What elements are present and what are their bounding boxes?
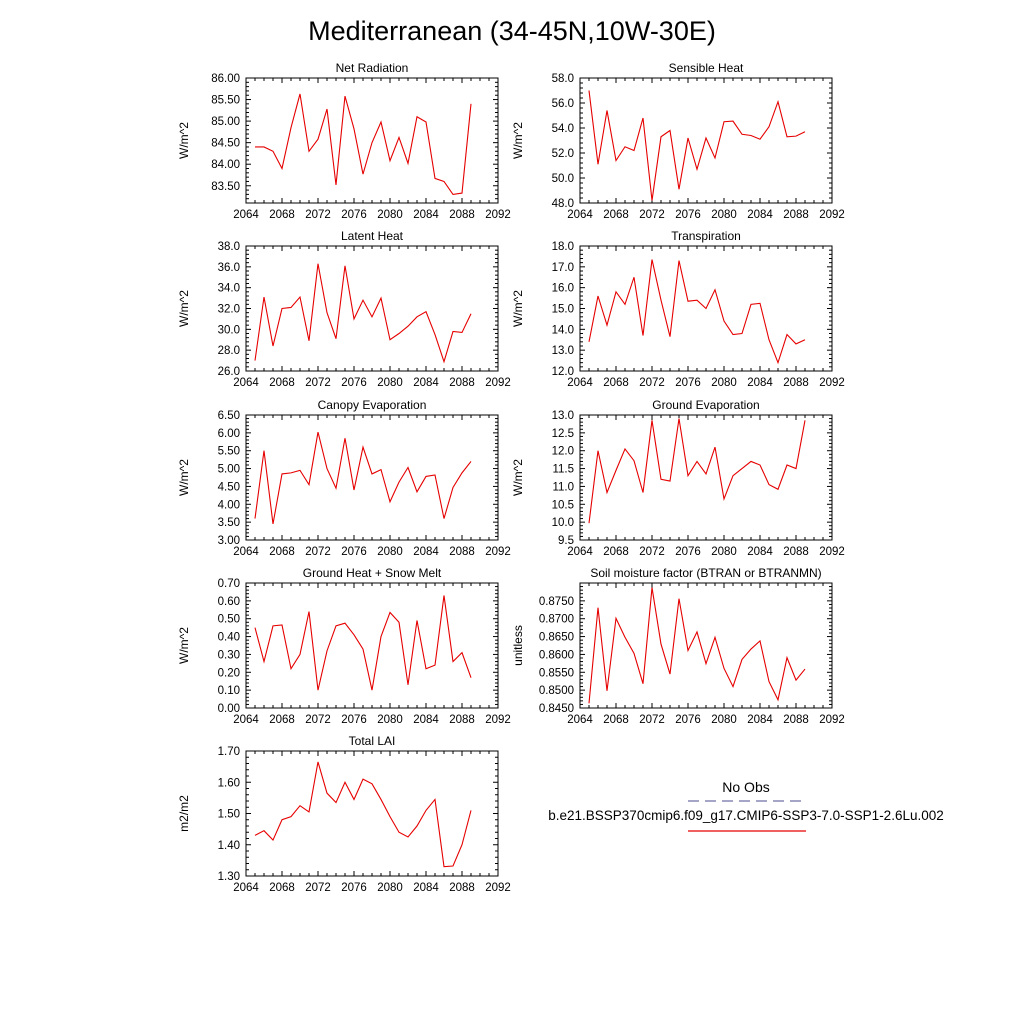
x-tick-label: 2088 <box>783 377 809 389</box>
y-tick-label: 0.8750 <box>538 595 574 608</box>
panel-title: Latent Heat <box>340 229 404 243</box>
panel-9 <box>177 734 511 894</box>
x-tick-label: 2064 <box>233 714 259 726</box>
y-tick-label: 0.8550 <box>538 667 574 680</box>
y-tick-label: 6.00 <box>217 427 240 440</box>
x-tick-label: 2092 <box>485 209 511 221</box>
plot-frame <box>246 415 498 540</box>
y-tick-label: 0.8650 <box>538 631 574 644</box>
series-line <box>589 91 805 201</box>
y-tick-label: 0.8500 <box>538 685 574 698</box>
y-tick-label: 11.5 <box>552 463 574 476</box>
panel-title: Transpiration <box>671 229 741 243</box>
panel-title: Ground Heat + Snow Melt <box>302 566 442 580</box>
legend <box>548 779 944 831</box>
panel-grid <box>177 61 845 894</box>
y-tick-label: 28.0 <box>217 345 240 358</box>
x-tick-label: 2080 <box>711 377 737 389</box>
series-line <box>589 588 805 704</box>
x-tick-label: 2068 <box>603 377 629 389</box>
panel-1 <box>177 61 511 221</box>
y-tick-label: 84.00 <box>211 159 240 172</box>
x-tick-label: 2068 <box>269 714 295 726</box>
x-tick-label: 2068 <box>603 546 629 558</box>
x-tick-label: 2076 <box>341 546 367 558</box>
y-tick-label: 1.50 <box>217 808 240 821</box>
panel-4 <box>511 229 845 389</box>
plot-frame <box>580 415 832 540</box>
panel-title: Net Radiation <box>335 61 409 75</box>
panel-title: Soil moisture factor (BTRAN or BTRANMN) <box>590 566 822 580</box>
x-tick-label: 2092 <box>819 377 845 389</box>
y-tick-label: 32.0 <box>217 303 240 316</box>
series-line <box>255 596 471 691</box>
y-axis-label: W/m^2 <box>177 459 191 496</box>
x-tick-label: 2080 <box>377 377 403 389</box>
y-tick-label: 52.0 <box>551 148 574 160</box>
x-tick-label: 2076 <box>341 209 367 221</box>
x-tick-label: 2072 <box>639 377 665 389</box>
y-tick-label: 13.0 <box>551 410 574 422</box>
x-tick-label: 2080 <box>377 209 403 221</box>
y-tick-label: 84.50 <box>211 137 240 150</box>
y-tick-label: 0.20 <box>217 667 240 680</box>
x-tick-label: 2080 <box>377 882 403 894</box>
y-tick-label: 0.10 <box>217 685 240 698</box>
y-tick-label: 0.8450 <box>538 703 574 715</box>
x-tick-label: 2064 <box>567 546 593 558</box>
series-line <box>589 260 805 363</box>
y-tick-label: 30.0 <box>217 324 240 337</box>
x-tick-label: 2092 <box>819 209 845 221</box>
x-tick-label: 2088 <box>449 546 475 558</box>
y-tick-label: 26.0 <box>217 366 240 378</box>
legend-obs-label: No Obs <box>722 779 770 795</box>
x-tick-label: 2084 <box>747 377 773 389</box>
y-tick-label: 58.0 <box>551 73 574 85</box>
x-tick-label: 2084 <box>747 546 773 558</box>
plot-frame <box>246 78 498 203</box>
y-tick-label: 83.50 <box>211 180 240 193</box>
series-line <box>255 432 471 524</box>
x-tick-label: 2072 <box>305 882 331 894</box>
x-tick-label: 2068 <box>269 377 295 389</box>
y-axis-label: W/m^2 <box>511 122 525 159</box>
x-tick-label: 2092 <box>485 714 511 726</box>
x-tick-label: 2068 <box>603 714 629 726</box>
y-tick-label: 34.0 <box>217 282 240 295</box>
x-tick-label: 2068 <box>269 546 295 558</box>
x-tick-label: 2064 <box>233 546 259 558</box>
y-tick-label: 15.0 <box>551 303 574 316</box>
x-tick-label: 2076 <box>341 714 367 726</box>
x-tick-label: 2080 <box>711 546 737 558</box>
x-tick-label: 2072 <box>305 209 331 221</box>
y-axis-label: W/m^2 <box>177 290 191 327</box>
y-tick-label: 1.60 <box>217 777 240 790</box>
x-tick-label: 2080 <box>377 546 403 558</box>
panel-2 <box>511 61 845 221</box>
panel-8 <box>511 566 845 726</box>
x-tick-label: 2092 <box>819 546 845 558</box>
y-tick-label: 4.00 <box>217 499 240 512</box>
figure-title: Mediterranean (34-45N,10W-30E) <box>308 16 716 46</box>
x-tick-label: 2092 <box>485 882 511 894</box>
x-tick-label: 2084 <box>747 714 773 726</box>
y-tick-label: 12.5 <box>551 427 574 440</box>
x-tick-label: 2072 <box>639 209 665 221</box>
x-tick-label: 2088 <box>783 209 809 221</box>
x-tick-label: 2068 <box>269 209 295 221</box>
x-tick-label: 2072 <box>639 714 665 726</box>
plot-frame <box>580 583 832 708</box>
x-tick-label: 2088 <box>449 882 475 894</box>
x-tick-label: 2068 <box>603 209 629 221</box>
panel-3 <box>177 229 511 389</box>
x-tick-label: 2088 <box>783 546 809 558</box>
y-tick-label: 16.0 <box>551 282 574 295</box>
y-axis-label: m2/m2 <box>177 795 191 832</box>
x-tick-label: 2064 <box>567 714 593 726</box>
y-tick-label: 1.40 <box>217 839 240 852</box>
panel-title: Total LAI <box>348 734 396 748</box>
x-tick-label: 2064 <box>567 209 593 221</box>
y-tick-label: 6.50 <box>217 410 240 422</box>
panel-7 <box>177 566 511 726</box>
y-tick-label: 13.0 <box>551 345 574 358</box>
x-tick-label: 2076 <box>675 377 701 389</box>
y-tick-label: 5.00 <box>217 463 240 476</box>
x-tick-label: 2092 <box>485 546 511 558</box>
series-line <box>255 762 471 867</box>
x-tick-label: 2076 <box>675 546 701 558</box>
x-tick-label: 2092 <box>819 714 845 726</box>
y-tick-label: 50.0 <box>551 173 574 185</box>
y-tick-label: 5.50 <box>217 445 240 458</box>
panel-6 <box>511 398 845 558</box>
x-tick-label: 2088 <box>449 714 475 726</box>
y-tick-label: 85.00 <box>211 116 240 129</box>
y-tick-label: 85.50 <box>211 94 240 107</box>
y-tick-label: 12.0 <box>551 445 574 458</box>
y-tick-label: 56.0 <box>551 98 574 110</box>
series-line <box>255 94 471 194</box>
y-tick-label: 1.30 <box>217 871 240 883</box>
y-tick-label: 9.5 <box>558 535 574 547</box>
series-line <box>255 264 471 362</box>
y-tick-label: 10.0 <box>551 517 574 530</box>
x-tick-label: 2080 <box>711 209 737 221</box>
y-tick-label: 18.0 <box>551 241 574 253</box>
y-axis-label: W/m^2 <box>511 290 525 327</box>
x-tick-label: 2084 <box>413 377 439 389</box>
y-tick-label: 48.0 <box>551 198 574 210</box>
y-axis-label: W/m^2 <box>177 627 191 664</box>
x-tick-label: 2088 <box>449 377 475 389</box>
plot-frame <box>580 78 832 203</box>
y-tick-label: 1.70 <box>217 746 240 758</box>
y-tick-label: 0.70 <box>217 578 240 590</box>
y-tick-label: 3.50 <box>217 517 240 530</box>
x-tick-label: 2064 <box>233 377 259 389</box>
y-axis-label: W/m^2 <box>511 459 525 496</box>
y-tick-label: 17.0 <box>551 261 574 274</box>
x-tick-label: 2076 <box>675 714 701 726</box>
y-tick-label: 36.0 <box>217 261 240 274</box>
y-tick-label: 10.5 <box>551 499 574 512</box>
x-tick-label: 2084 <box>413 882 439 894</box>
x-tick-label: 2072 <box>305 377 331 389</box>
x-tick-label: 2072 <box>305 714 331 726</box>
y-tick-label: 54.0 <box>551 123 574 135</box>
x-tick-label: 2072 <box>305 546 331 558</box>
x-tick-label: 2084 <box>413 546 439 558</box>
y-axis-label: unitless <box>511 625 525 666</box>
y-tick-label: 38.0 <box>217 241 240 253</box>
x-tick-label: 2084 <box>747 209 773 221</box>
y-tick-label: 0.50 <box>217 613 240 626</box>
x-tick-label: 2064 <box>567 377 593 389</box>
panel-title: Canopy Evaporation <box>317 398 427 412</box>
x-tick-label: 2072 <box>639 546 665 558</box>
y-tick-label: 86.00 <box>211 73 240 85</box>
x-tick-label: 2064 <box>233 882 259 894</box>
x-tick-label: 2064 <box>233 209 259 221</box>
y-tick-label: 12.0 <box>551 366 574 378</box>
y-tick-label: 0.30 <box>217 649 240 662</box>
x-tick-label: 2076 <box>341 882 367 894</box>
x-tick-label: 2076 <box>341 377 367 389</box>
y-tick-label: 0.8600 <box>538 649 574 662</box>
y-tick-label: 14.0 <box>551 324 574 337</box>
series-line <box>589 419 805 524</box>
y-tick-label: 0.8700 <box>538 613 574 626</box>
y-tick-label: 4.50 <box>217 481 240 494</box>
y-axis-label: W/m^2 <box>177 122 191 159</box>
x-tick-label: 2080 <box>711 714 737 726</box>
panel-title: Ground Evaporation <box>652 398 760 412</box>
y-tick-label: 3.00 <box>217 535 240 547</box>
x-tick-label: 2092 <box>485 377 511 389</box>
y-tick-label: 0.60 <box>217 595 240 608</box>
x-tick-label: 2084 <box>413 209 439 221</box>
y-tick-label: 11.0 <box>552 481 574 494</box>
y-tick-label: 0.00 <box>217 703 240 715</box>
legend-model-label: b.e21.BSSP370cmip6.f09_g17.CMIP6-SSP3-7.0-SSP1-2.6Lu.002 <box>548 808 944 823</box>
panel-5 <box>177 398 511 558</box>
x-tick-label: 2088 <box>449 209 475 221</box>
x-tick-label: 2088 <box>783 714 809 726</box>
panel-title: Sensible Heat <box>668 61 744 75</box>
plot-frame <box>246 751 498 876</box>
x-tick-label: 2068 <box>269 882 295 894</box>
y-tick-label: 0.40 <box>217 631 240 644</box>
x-tick-label: 2084 <box>413 714 439 726</box>
x-tick-label: 2076 <box>675 209 701 221</box>
x-tick-label: 2080 <box>377 714 403 726</box>
